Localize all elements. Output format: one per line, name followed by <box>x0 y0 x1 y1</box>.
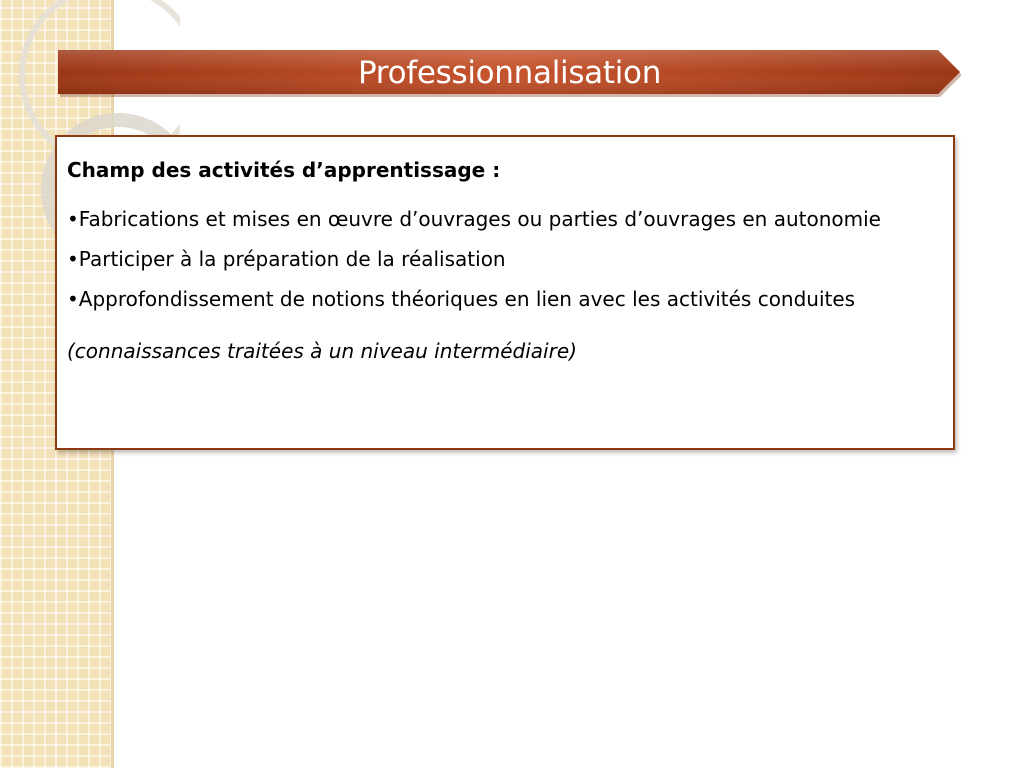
slide-title: Professionnalisation <box>357 55 662 91</box>
title-banner <box>58 50 961 97</box>
bullet-text: •Approfondissement de notions théoriques en lien avec les activités conduites <box>67 287 856 311</box>
content-box <box>55 135 955 450</box>
bullet-text: •Participer à la préparation de la réalisation <box>67 247 506 271</box>
bullet-text: •Fabrications et mises en œuvre d’ouvrages ou parties d’ouvrages en autonomie <box>67 207 881 231</box>
bullet-item <box>67 273 943 377</box>
bullet-note: (connaissances traitées à un niveau intermédiaire) <box>67 339 577 363</box>
content-heading: Champ des activités d’apprentissage : <box>67 158 501 182</box>
